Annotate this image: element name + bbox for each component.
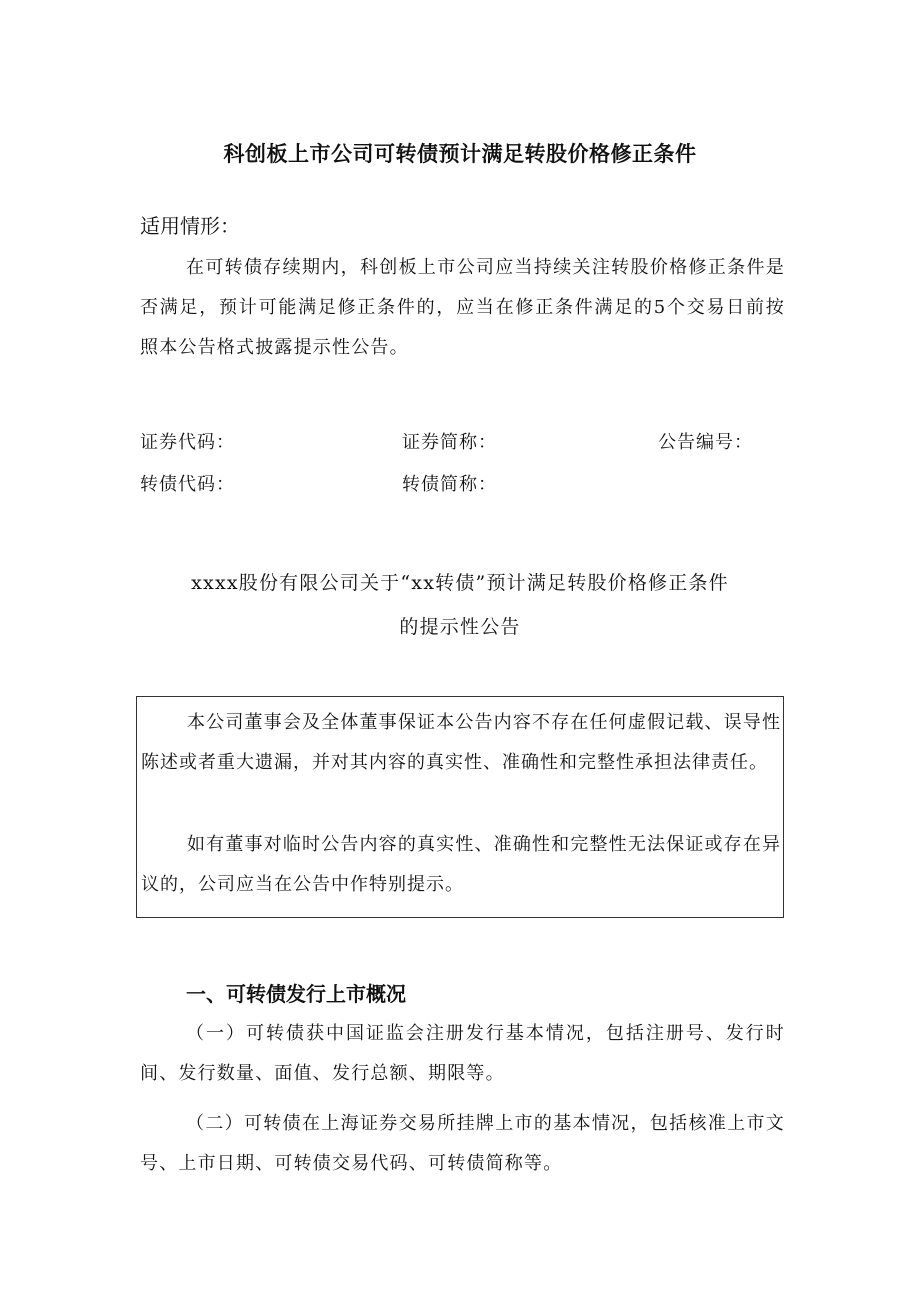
- section-1-title: 一、可转债发行上市概况: [186, 982, 406, 1006]
- applicable-paragraph: 在可转债存续期内，科创板上市公司应当持续关注转股价格修正条件是否满足，预计可能满足修正条件的，应当在修正条件满足的5个交易日前按照本公告格式披露提示性公告。: [140, 257, 785, 358]
- announcement-number-label: 公告编号：: [658, 432, 753, 453]
- section-1-item-2: （二）可转债在上海证券交易所挂牌上市的基本情况，包括核准上市文号、上市日期、可转债交易代码、可转债简称等。: [140, 1113, 785, 1174]
- securities-code-label: 证券代码：: [140, 432, 235, 453]
- announcement-title-line2: 的提示性公告: [399, 616, 521, 638]
- board-guarantee-notice-box: [136, 696, 784, 918]
- notice-paragraph-2: 如有董事对临时公告内容的真实性、准确性和完整性无法保证或存在异议的，公司应当在公告中作特别提示。: [141, 834, 781, 895]
- section-1-item-1: （一）可转债获中国证监会注册发行基本情况，包括注册号、发行时间、发行数量、面值、发行总额、期限等。: [140, 1023, 785, 1084]
- notice-paragraph-1: 本公司董事会及全体董事保证本公告内容不存在任何虚假记载、误导性陈述或者重大遗漏，并对其内容的真实性、准确性和完整性承担法律责任。: [141, 712, 781, 773]
- meta-row-bond: [140, 470, 780, 500]
- applicable-heading: 适用情形：: [140, 214, 240, 238]
- bond-name-label: 转债简称：: [402, 474, 497, 495]
- securities-name-label: 证券简称：: [402, 432, 497, 453]
- announcement-title-line1: xxxx股份有限公司关于“xx转债”预计满足转股价格修正条件: [191, 572, 729, 594]
- bond-code-label: 转债代码：: [140, 474, 235, 495]
- meta-row-securities: [140, 428, 780, 458]
- document-title: 科创板上市公司可转债预计满足转股价格修正条件: [223, 142, 697, 166]
